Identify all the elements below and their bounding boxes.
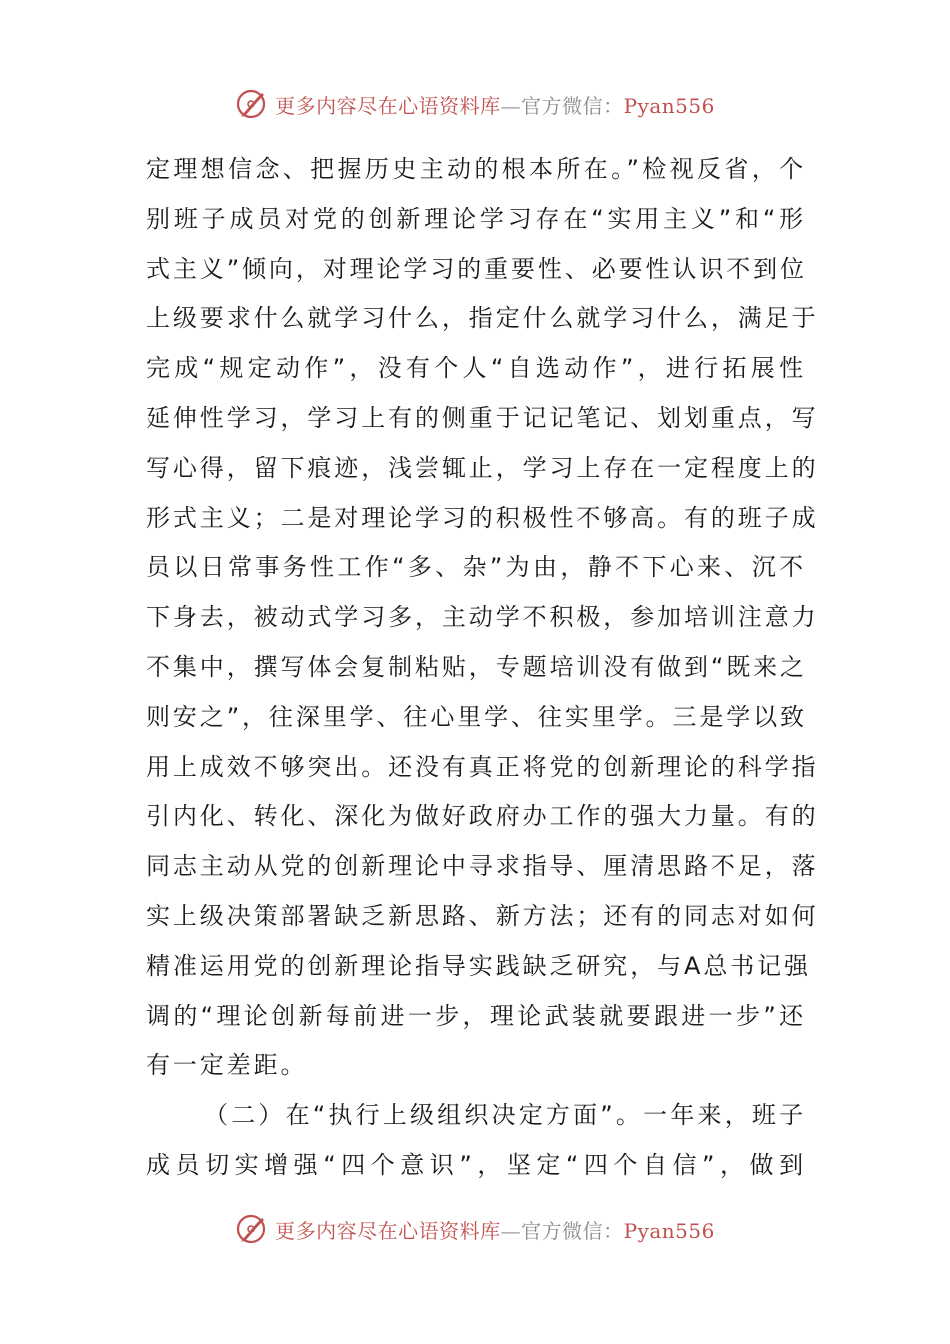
- footer-watermark: [0, 1209, 950, 1249]
- text-line: 定理想信念、把握历史主动的根本所在。”检视反省，个: [146, 155, 806, 183]
- paragraph-1: [146, 145, 819, 1091]
- watermark-dash: —: [500, 93, 522, 118]
- watermark-account: Pyan556: [623, 1218, 715, 1243]
- text-line: （二）在“执行上级组织决定方面”。一年来，班子: [204, 1101, 806, 1130]
- text-line: 员以日常事务性工作“多、杂”为由，静不下心来、沉不: [146, 553, 806, 582]
- watermark-dash: —: [500, 1218, 522, 1243]
- text-line: 不集中，撰写体会复制粘贴，专题培训没有做到“既来之: [146, 652, 807, 681]
- text-line: 有一定差距。: [146, 1051, 308, 1080]
- text-line: 延伸性学习，学习上有的侧重于记记笔记、划划重点，写: [146, 403, 819, 432]
- document-body: [146, 145, 819, 1191]
- paragraph-2: [146, 1091, 806, 1191]
- pen-logo-icon: [235, 1212, 269, 1246]
- text-line: 上级要求什么就学习什么，指定什么就学习什么，满足于: [146, 304, 819, 333]
- text-line: 完成“规定动作”，没有个人“自选动作”，进行拓展性: [146, 354, 806, 383]
- text-line: 精准运用党的创新理论指导实践缺乏研究，与A总书记强: [146, 951, 811, 980]
- watermark-text: [275, 1215, 715, 1244]
- text-line: 同志主动从党的创新理论中寻求指导、厘清思路不足，落: [146, 852, 819, 881]
- watermark-label: 官方微信：: [521, 93, 624, 118]
- text-line: 下身去，被动式学习多，主动学不积极，参加培训注意力: [146, 603, 819, 632]
- watermark-brand: 更多内容尽在心语资料库: [275, 1218, 501, 1243]
- watermark-label: 官方微信：: [521, 1218, 624, 1243]
- text-line: 引内化、转化、深化为做好政府办工作的强大力量。有的: [146, 802, 819, 831]
- pen-logo-icon: [235, 87, 269, 121]
- watermark-account: Pyan556: [623, 93, 715, 118]
- text-line: 式主义”倾向，对理论学习的重要性、必要性认识不到位: [146, 254, 807, 283]
- text-line: 调的“理论创新每前进一步，理论武装就要跟进一步”还: [146, 1001, 806, 1030]
- watermark-text: [275, 90, 715, 119]
- watermark-brand: 更多内容尽在心语资料库: [275, 93, 501, 118]
- text-line: 别班子成员对党的创新理论学习存在“实用主义”和“形: [146, 204, 806, 233]
- header-watermark: [0, 84, 950, 124]
- text-line: 则安之”，往深里学、往心里学、往实里学。三是学以致: [146, 702, 807, 731]
- text-line: 用上成效不够突出。还没有真正将党的创新理论的科学指: [146, 752, 819, 781]
- text-line: 写心得，留下痕迹，浅尝辄止，学习上存在一定程度上的: [146, 453, 819, 482]
- text-line: 形式主义；二是对理论学习的积极性不够高。有的班子成: [146, 503, 819, 532]
- text-line: 成员切实增强“四个意识”，坚定“四个自信”，做到: [146, 1150, 806, 1179]
- text-line: 实上级决策部署缺乏新思路、新方法；还有的同志对如何: [146, 901, 819, 930]
